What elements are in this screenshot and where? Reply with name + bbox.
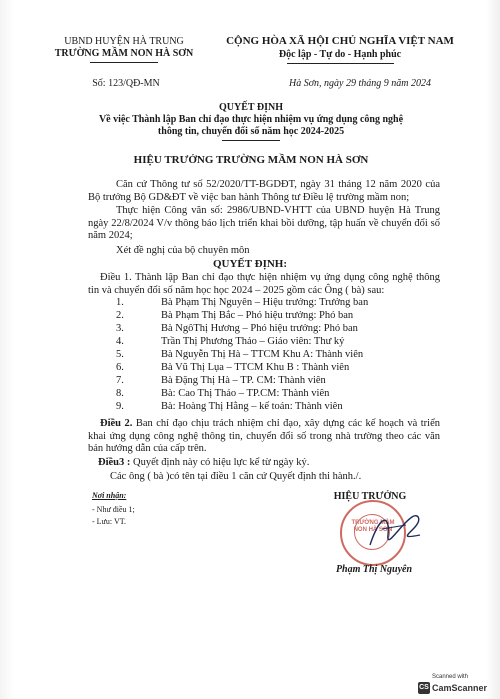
article-2-text: Ban chỉ đạo chịu trách nhiệm chỉ đạo, xây dựng các kế hoạch và triển khai ứng dụng công nghệ thông tin, chuyển đổi số trong nhà trường theo các văn bản hướng dẫn của cấp trên. [88, 418, 441, 454]
basis-proposal: Xét đề nghị của bộ chuyên môn [116, 245, 250, 256]
stamp-text: TRƯỜNG MẦM NON HÀ SƠN [351, 520, 395, 533]
issuer-underline [90, 62, 158, 63]
article-3-text: Quyết định này có hiệu lực kể từ ngày ký. [130, 457, 310, 468]
scanner-watermark [418, 674, 494, 694]
recipients-title: Nơi nhận: [92, 491, 127, 500]
issuing-authority: HIỆU TRƯỞNG TRƯỜNG MẦM NON HÀ SƠN [133, 154, 369, 166]
document-number: Số: 123/QĐ-MN [92, 78, 160, 89]
signer-name: Phạm Thị Nguyên [335, 564, 413, 575]
scanner-caption: Scanned with [432, 674, 469, 680]
article-3 [88, 457, 440, 470]
scanner-app-name: CamScanner [432, 683, 488, 693]
decision-title: QUYẾT ĐỊNH [219, 102, 283, 113]
issuer-school: TRƯỜNG MẦM NON HÀ SƠN [54, 48, 194, 59]
decision-subject-line2: thông tin, chuyển đổi số năm học 2024-2025 [157, 126, 345, 137]
article-3-label: Điều3 : [98, 457, 131, 468]
recipient-item: - Lưu: VT. [92, 517, 127, 526]
motto-underline [287, 63, 394, 64]
national-motto: Độc lập - Tự do - Hạnh phúc [278, 49, 402, 60]
camscanner-icon: CS [418, 682, 430, 694]
subject-underline [222, 140, 280, 141]
signer-position: HIỆU TRƯỞNG [333, 491, 407, 502]
basis-circular: Căn cứ Thông tư số 52/2020/TT-BGDĐT, ngày 31 tháng 12 năm 2020 của Bộ trưởng Bộ GD&ĐT về việc ban hành Thông tư Điều lệ trường mầm non; [88, 179, 440, 203]
issuer-authority: UBND HUYỆN HÀ TRUNG [64, 36, 184, 47]
decision-subject-line1: Về việc Thành lập Ban chỉ đạo thực hiện nhiệm vụ ứng dụng công nghệ [98, 114, 404, 125]
article-1: Điều 1. Thành lập Ban chỉ đạo thực hiện nhiệm vụ ứng dụng công nghệ thông tin và chuyển đổi số năm học học 2024 – 2025 gồm các Ông ( bà) sau: [88, 272, 440, 296]
place-date: Hà Sơn, ngày 29 tháng 9 năm 2024 [289, 78, 431, 89]
basis-official-letter: Thực hiện Công văn số: 2986/UBND-VHTT của UBND huyện Hà Trung ngày 22/8/2024 V/v thông báo lịch triển khai bồi dưỡng, tập huấn về chuyển đổi số năm 2024; [88, 205, 440, 241]
closing-clause: Các ông ( bà )có tên tại điều 1 căn cứ Quyết định thi hành./. [110, 471, 362, 482]
article-2-label: Điều 2. [100, 418, 133, 429]
decision-heading: QUYẾT ĐỊNH: [212, 258, 288, 270]
national-title: CỘNG HÒA XÃ HỘI CHỦ NGHĨA VIỆT NAM [226, 35, 454, 47]
handwritten-signature [360, 505, 430, 555]
recipient-item: - Như điều 1; [92, 505, 135, 514]
article-2 [88, 418, 440, 456]
document-page: UBND HUYỆN HÀ TRUNG TRƯỜNG MẦM NON HÀ SƠN CỘNG HÒA XÃ HỘI CHỦ NGHĨA VIỆT NAM Độc lập - Tự do - Hạnh phúc Số: 123/QĐ-MN Hà Sơn, ngày 29 tháng 9 năm 2024 QUYẾT ĐỊNH Về việc Thành lập Ban chỉ đạo thực hiện nhiệm vụ ứng dụng công nghệ thông tin, chuyển đổi số năm học 2024-2025 HIỆU TRƯỞNG TRƯỜNG MẦM NON HÀ SƠN Căn cứ Thông tư số 52/2020/TT-BGDĐT, ngày 31 tháng 12 năm 2020 của Bộ trưởng Bộ GD&ĐT về việc ban hành Thông tư Điều lệ trường mầm non; Thực hiện Công văn số: 2986/UBND-VHTT của UBND huyện Hà Trung ngày 22/8/2024 V/v thông báo lịch triển khai bồi dưỡng, tập huấn về chuyển đổi số năm 2024; Xét đề nghị của bộ chuyên môn QUYẾT ĐỊNH: Điều 1. Thành lập Ban chỉ đạo thực hiện nhiệm vụ ứng dụng công nghệ thông tin và chuyển đổi số năm học học 2024 – 2025 gồm các Ông ( bà) sau: 1. Bà Phạm Thị Nguyên – Hiệu trưởng: Trưởng ban 2. Bà Phạm Thị Bắc – Phó hiệu trưởng: Phó ban 3. Bà NgôThị Hương – Phó hiệu trưởng: Phó ban 4. Trần Thị Phương Thảo – Giáo viên: Thư ký 5. Bà Nguyễn Thị Hà – TTCM Khu A: Thành viên 6. Bà Vũ Thị Lụa – TTCM Khu B : Thành viên 7. Bà Đặng Thị Hà – TP. CM: Thành viên 8. Bà: Cao Thị Thảo – TP.CM: Thành viên 9. Bà: Hoàng Thị Hằng – kế toán: Thành viên Điều 2. Ban chỉ đạo chịu trách nhiệm chỉ đạo, xây dựng các kế hoạch và triển khai ứng dụng công nghệ thông tin, chuyển đổi số trong nhà trường theo các văn bản hướng dẫn của cấp trên. Điều3 : Quyết định này có hiệu lực kể từ ngày ký. Các ông ( bà )có tên tại điều 1 căn cứ Quyết định thi hành./. Nơi nhận: - Như điều 1; - Lưu: VT. HIỆU TRƯỞNG TRƯỜNG MẦM NON HÀ SƠN Phạm Thị Nguyên CS Scanned with CamScanner [0, 0, 500, 699]
